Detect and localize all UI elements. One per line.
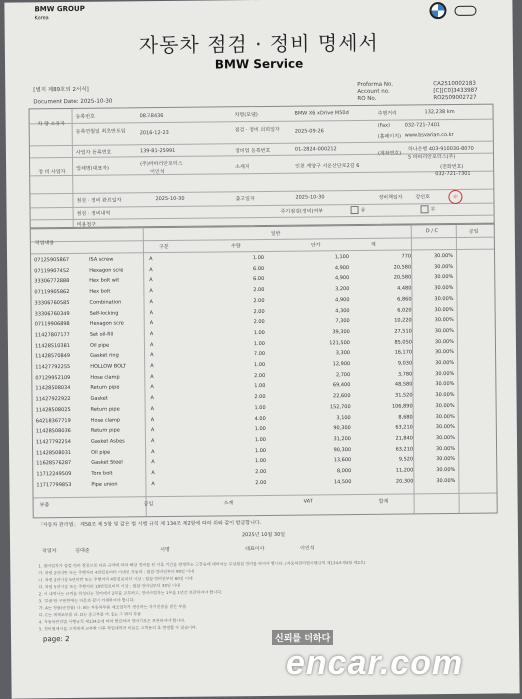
notes-section [38,558,494,633]
subtotal-label: 소계 [223,500,234,507]
done-value: 2025-10-30 [155,195,185,203]
part-type: A [149,298,153,305]
part-unit-price: 121,500 [329,339,350,346]
part-amount: 9,520 [398,456,414,463]
part-type: A [149,320,154,327]
part-code: 11428508031 [36,449,72,456]
part-code: 11427922922 [35,396,71,403]
account-bank-holder: 5 바바리안모터스(주) [407,153,456,161]
part-type: A [149,331,154,338]
part-code: 07119907452 [34,267,70,275]
part-name: HOLLOW BOLT [90,363,127,370]
part-type: A [150,405,155,412]
part-qty: 1.00 [253,340,265,347]
account-label: Account no. [357,88,390,95]
part-type: A [149,341,154,348]
part-discount: 30.00% [436,456,456,463]
part-qty: 2.00 [253,287,265,294]
part-code: 11428508036 [35,428,71,435]
part-discount: 30.00% [434,285,454,292]
unit-header: 단가 [310,242,321,249]
part-amount: 31,520 [394,392,413,399]
part-discount: 30.00% [434,317,454,324]
company-label: 업체명(대표자) [76,165,110,172]
part-name: Gasket Steel [91,459,123,467]
part-qty: 2.00 [255,479,267,486]
part-amount: 16,170 [394,349,413,356]
part-code: 07129952109 [35,374,71,382]
part-code: 11717799853 [36,481,72,489]
note-line: 2. 이 내역서는 규격을 작성되는 정비에서 2부를 교부하고, 정비사업자는 1부를 1년간 보관하여야 합니다. [38,589,223,597]
part-type: A [150,384,154,391]
reg-label: 등록번호 [75,113,95,120]
part-code: 33306760585 [34,299,70,307]
intake-value: 2025-09-26 [294,128,324,135]
part-unit-price: 7,300 [335,318,350,325]
brand-country-text: Korea [34,15,49,22]
part-amount: 6,860 [397,296,412,303]
work-header: 작업내용 [34,240,55,247]
part-qty: 1.00 [254,404,266,411]
part-name: Set oil-fill [89,331,114,338]
document-title: 자동차 점검 · 정비 명세서 [138,30,379,58]
part-unit-price: 3,200 [335,286,350,293]
part-discount: 30.00% [433,252,454,260]
amount-header: 계 [370,241,376,248]
part-amount: 10,220 [394,317,412,324]
part-unit-price: 3,100 [336,414,351,421]
part-unit-price: 39,300 [332,328,350,336]
part-type: A [150,373,154,380]
part-code: 11428570849 [35,353,71,360]
loc-value: 인천 계양구 서운산단로2길 6 [295,162,360,170]
part-code: 11428510381 [34,342,70,349]
part-type: A [149,266,153,273]
reg-value: 08고8436 [139,113,164,120]
part-type: A [150,427,155,434]
part-unit-price: 1,100 [334,254,350,261]
rep-label: 대표이사 [245,545,265,553]
part-unit-price: 14,500 [333,478,352,485]
part-code: 07119906898 [34,321,70,328]
part-type: A [149,256,153,263]
part-qty: 1.00 [254,436,266,443]
shop-section-label: 정 비 사업자 [38,169,66,176]
part-name: Return pipe [90,384,120,392]
ro-number: RO2509002727 [433,94,477,102]
resp-value: 강선호 [415,194,430,201]
charge-label: 비용청구 [76,221,97,228]
info-table [28,104,494,229]
vehicle-section-label: 차 량 소유자 [37,121,66,128]
checkbox-icon [351,206,359,214]
part-name: Gasket [90,395,108,402]
part-type: A [150,416,155,423]
model-value: BMW X6 xDrive M50d [294,110,349,117]
model-label: 차명(모델) [234,112,258,119]
part-amount: 21,840 [395,435,413,442]
part-discount: 30.00% [434,306,454,313]
company-value: (주)바바리안모터스 [140,160,183,168]
part-amount: 20,580 [393,274,412,282]
part-type: A [150,395,154,402]
part-unit-price: 3,300 [335,350,351,357]
ro-label: RO No. [357,95,377,102]
table-row [33,477,496,490]
part-qty: 2.00 [253,319,265,326]
fax-label: (Fax) [377,122,391,129]
regdate-label: 등록연월일 최초반도입 [75,128,126,135]
part-discount: 30.00% [435,402,455,409]
lic-label: 정비업 등록번호 [234,147,271,155]
part-qty: 2.00 [253,297,265,304]
part-amount: 770 [401,253,412,260]
dc-header: D / C [425,228,439,235]
part-code: 07125905867 [34,257,70,264]
encar-watermark: encar.com [286,644,464,682]
worker-name: 김대준 [75,547,90,554]
note-line: 가. 차령 2년미만 또는 주행거리 4만킬로미터 이내인 자동차 : 점검·정비일부터 90일 이내 [38,568,194,576]
part-qty: 6.00 [252,265,265,272]
sign-label: 서명 [160,546,170,554]
part-discount: 30.00% [434,263,454,270]
part-unit-price: 4,900 [334,264,350,271]
web-value: www.bsvarian.co.kr [404,131,454,139]
part-name: Self-locking [89,310,119,317]
part-amount: 6,020 [397,306,412,314]
note-line: 다. 차령 5년이상 또는 주행거리 10만킬로미터 이상 : 점검·정비일부터 30일 이내 [38,582,180,590]
part-code: 07119905862 [34,289,70,296]
part-amount: 4,480 [397,285,412,292]
part-name: Pipe union [91,481,118,488]
part-amount: 63,210 [395,424,413,431]
note-line: 3. '부품'란 구분란에는 다음과 같이 기재하여야 합니다. [38,597,135,604]
part-discount: 30.00% [436,477,456,484]
form-number: [별지 제89호의 2서식] [33,86,89,94]
part-name: Hose clamp [90,374,120,381]
tel-label: (전화번호) [440,163,464,171]
total-labor-label: 공임 [143,501,154,508]
part-type: A [150,363,154,370]
part-qty: 6.00 [253,276,265,283]
part-amount: 3,780 [397,371,413,378]
part-qty: 2.00 [255,468,267,476]
part-qty: 1.00 [254,426,266,433]
part-name: Return pipe [90,406,120,413]
part-name: Hexagon scre [89,267,124,274]
note-line: 가. A는 정품(순정품) 나. B는 자동차부품 제조업자가 생산하는 자기인증을 받은 부품 [38,603,187,611]
out-value: 2025-10-30 [295,194,325,201]
part-type: A [151,459,155,466]
law-note: 「자동차 관리법」 제58조 제 5항 및 같은 법 시행 규칙 제 134조 제2항에 따라 위와 같이 발급합니다. [37,520,262,529]
part-code: 64218367719 [35,417,71,424]
rep-name: 이인석 [300,545,315,552]
type-header: 구분 [158,243,169,251]
part-amount: 9,030 [397,360,413,367]
note-line: 다. C는 재제조부품 라. D는 중고부품 마. E는 그 밖의 부품 [38,611,142,618]
lic-value: 01-2824-000212 [294,146,337,153]
part-discount: 30.00% [435,370,455,377]
part-discount: 30.00% [435,445,456,452]
proforma-label: Proforma No. [357,81,394,88]
resp-label: 정비책임자 [378,194,403,201]
part-code: 11628576287 [36,460,72,467]
part-unit-price: 69,400 [332,382,351,389]
part-name: Hex bolt wit [89,277,120,285]
part-discount: 30.00% [435,392,455,399]
account-bank-value: 하나은행 403-910030-8070 [407,145,474,153]
biz-value: 139-81-25991 [139,147,176,155]
part-qty: 1.00 [254,447,267,454]
part-discount: 30.00% [435,424,455,431]
note-line: 4. 자동차관리법 시행규칙 제134조에 따라 발급하며 정비기록은 보관하여야 합니다. [38,617,186,625]
biz-label: 사업자 등록번호 [75,149,112,156]
part-amount: 106,890 [391,403,413,410]
part-qty: 1.00 [254,361,266,369]
part-qty: 2.00 [254,394,266,401]
part-name: Hex bolt [89,288,111,295]
part-name: Gasket ring [90,352,119,360]
part-unit-price: 90,300 [333,446,352,453]
part-discount: 30.00% [434,349,455,356]
proforma-number: CA2510002183 [433,80,476,88]
part-qty: 7.00 [253,351,266,358]
warranty-no-option[interactable]: 무 [421,205,436,213]
worker-label: 작업자 [42,548,57,555]
part-amount: 20,300 [395,478,414,485]
part-unit-price: 4,900 [334,275,350,282]
out-label: 출고일자 [235,196,255,203]
seal-stamp-icon: 印 [448,190,462,204]
mini-logo-icon [454,5,476,15]
vat-label: VAT [303,498,313,505]
part-qty: 1.00 [254,383,266,390]
part-qty: 1.00 [252,254,265,262]
part-qty: 1.00 [253,329,265,336]
mileage-label: 주행거리 [377,110,397,117]
part-discount: 30.00% [434,327,454,335]
part-name: ISA screw [89,256,114,263]
part-name: Torx bolt [91,470,113,477]
public-header: 공임 [468,228,479,235]
part-name: Oil pipe [91,449,111,456]
part-name: Gasket Asbes [90,438,125,445]
total-label: 합계 [378,498,389,505]
part-amount: 48,580 [394,381,413,389]
part-qty: 2.00 [253,308,265,315]
part-amount: 11,200 [395,467,414,474]
part-unit-price: 2,700 [335,371,351,378]
loc-label: 소재지 [235,164,250,171]
account-bank-label: (계좌번호) [377,150,402,157]
part-unit-price: 90,300 [333,425,351,432]
part-code: 11428508034 [35,385,71,392]
part-qty: 1.00 [255,458,267,465]
part-unit-price: 31,200 [333,435,351,443]
part-type: A [149,288,153,295]
part-unit-price: 12,900 [332,361,351,368]
part-discount: 30.00% [436,466,456,474]
service-statement-sheet [4,0,519,699]
fax-value: 032-721-7401 [404,122,441,129]
part-qty: 2.00 [254,372,266,379]
part-name: Return pipe [90,427,120,434]
intake-label: 점검 · 정비 의뢰일자 [234,126,280,134]
checkbox-icon [421,205,429,213]
page-number: page: 2 [42,635,70,644]
part-type: A [151,480,155,487]
part-name: Oil pipe [89,342,110,349]
part-amount: 20,580 [393,264,412,271]
document-subtitle: BMW Service [214,56,304,72]
issue-date: 2025년 10월 30일 [241,531,286,539]
part-unit-price: 152,700 [329,403,351,411]
regdate-value: 2016-12-23 [139,129,169,137]
web-label: (홈페이지) [377,133,402,140]
part-code: 33306772888 [34,278,70,285]
part-unit-price: 4,900 [335,296,350,304]
part-code: 11427792254 [35,438,72,446]
part-code: 33306760349 [34,310,70,317]
part-code: 11427807177 [34,331,70,339]
mileage-value: 132,238 km [424,108,455,116]
account-number: [C][C0]3433987 [433,87,478,95]
part-code: 11427792255 [35,364,71,371]
part-discount: 30.00% [435,413,455,420]
done-label: 점검 · 정비 완료일자 [76,197,122,204]
bmw-roundel-icon [429,2,446,19]
warranty-yes-option[interactable]: 유 [351,206,366,214]
part-type: A [151,470,155,477]
note-line: 나. 차령 2년이상 5년미만 또는 주행거리 4만킬로미터 이상 : 점검·정비일부터 60일 이내 [38,575,193,583]
part-discount: 30.00% [434,295,454,302]
tel-value: 032-721-7301 [435,170,471,178]
part-discount: 30.00% [435,434,455,442]
brand-logos [429,2,476,19]
encar-slogan: 신뢰를 더하다 [272,630,333,645]
part-unit-price: 8,000 [336,468,352,475]
part-discount: 30.00% [435,359,455,367]
part-type: A [151,448,155,455]
part-unit-price: 22,600 [332,393,351,400]
part-amount: 63,210 [395,446,414,453]
part-code: 11712249509 [36,471,72,478]
qty-header: 수량 [230,243,241,250]
part-amount: 27,510 [394,328,412,335]
note-line: 1. 점비업자가 점검·정비 잘못으로 다음 규약에 따라 해당 정비를 된 이후 기간을 발생하는 고장등에 대하여는 무상점검 정비를 하여야 합니다. (자동차관리법시행규칙 제134조제4항 제2호) [38,559,366,569]
brand-group-text: BMW GROUP [34,4,85,14]
part-qty: 4.00 [254,415,266,422]
part-discount: 30.00% [435,381,455,388]
part-name: Hose clamp [90,416,121,424]
part-type: A [150,438,155,445]
normal-header: 일반 [270,230,281,237]
part-unit-price: 13,600 [333,457,352,464]
part-amount: 8,680 [398,413,413,421]
part-type: A [149,309,154,316]
parts-table [30,224,498,519]
part-name: Hexagon scre [89,320,124,327]
part-code: 11428508025 [35,406,71,414]
ceo-value: 이인석 [150,169,165,176]
part-discount: 30.00% [434,338,454,345]
note-line: 5. 정비명세서를 고객에게 교부한 이후 작업내역과 비용은 고객동의 후 변경할 수 있습니다. [38,624,198,632]
part-type: A [150,352,154,359]
part-discount: 30.00% [434,274,454,281]
part-name: Combination [89,299,122,306]
bmw-group-logo [34,5,85,23]
content-label: 점검 · 정비내역 [76,210,111,217]
part-type: A [149,277,153,284]
part-amount: 85,050 [394,339,412,346]
warranty-label: 주기점검(정비)여부 [280,208,324,215]
part-unit-price: 4,300 [335,307,350,314]
total-parts-label: 부품 [39,502,50,509]
document-date: Document Date: 2025-10-30 [33,98,113,106]
